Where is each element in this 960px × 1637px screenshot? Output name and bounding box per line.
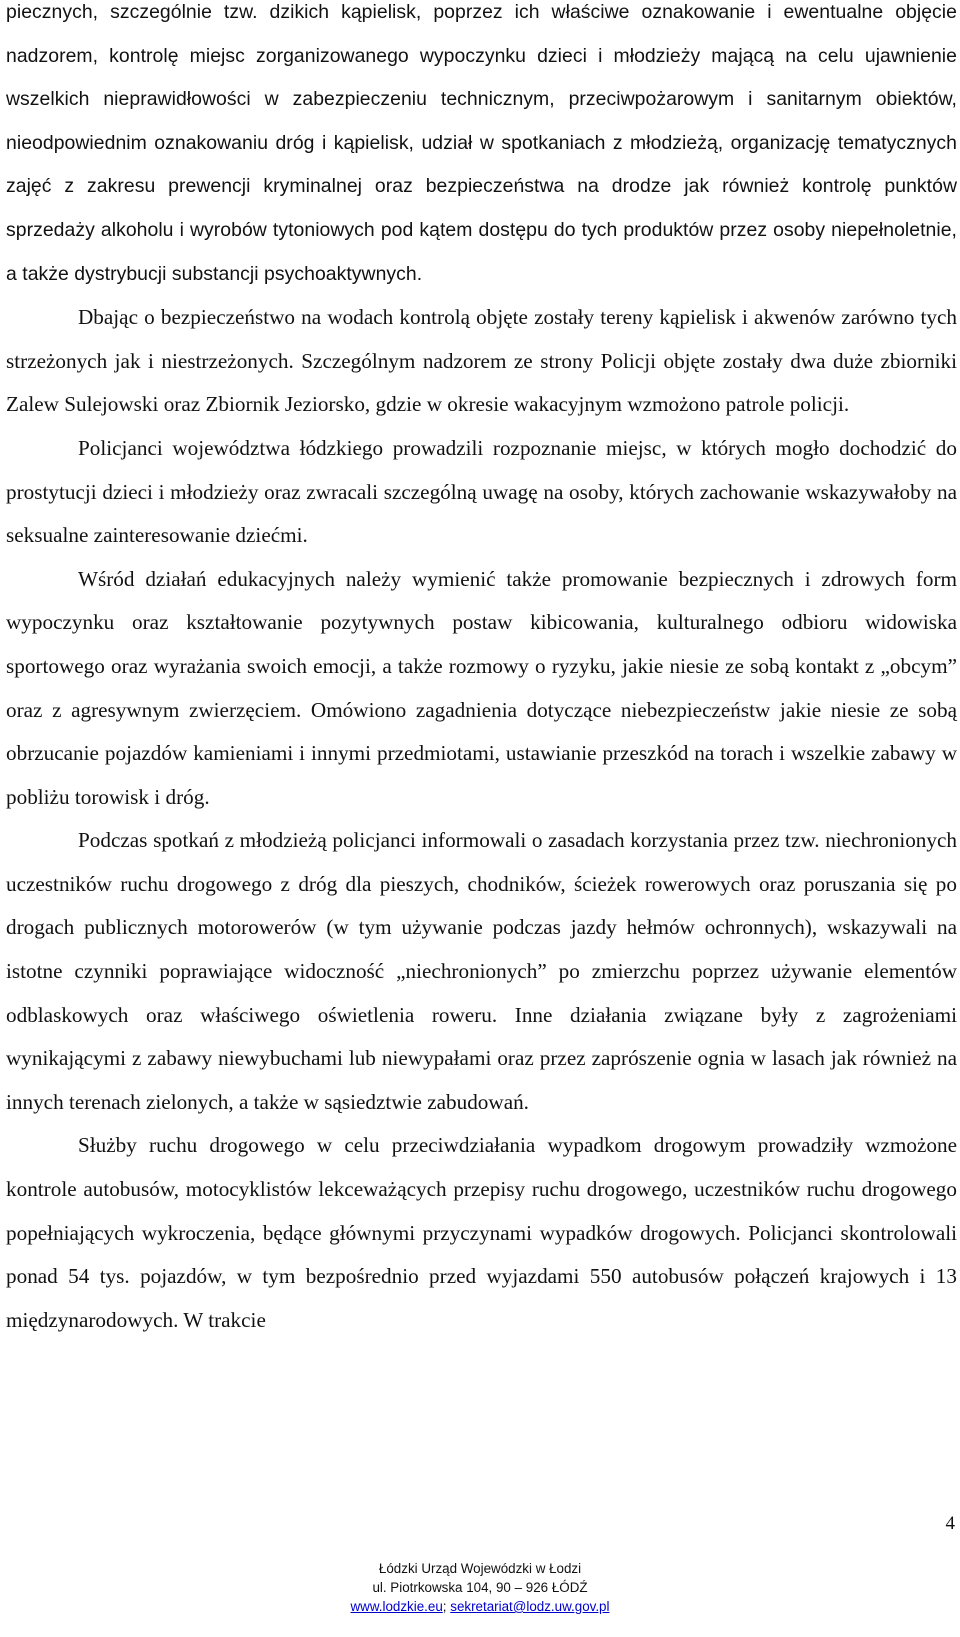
footer-email-link[interactable]: sekretariat@lodz.uw.gov.pl <box>450 1599 610 1614</box>
paragraph-2: Dbając o bezpieczeństwo na wodach kontrolą objęte zostały tereny kąpielisk i akwenów zarówno tych strzeżonych jak i niestrzeżonych. Szczególnym nadzorem ze strony Policji objęte zostały dwa duże zbiorniki Zalew Sulejowski oraz Zbiornik Jeziorsko, gdzie w okresie wakacyjnym wzmożono patrole policji. <box>6 305 957 417</box>
paragraph-1: piecznych, szczególnie tzw. dzikich kąpielisk, poprzez ich właściwe oznakowanie i ewentualne objęcie nadzorem, kontrolę miejsc zorganizowanego wypoczynku dzieci i młodzieży mającą na celu ujawnienie wszelkich nieprawidłowości w zabezpieczeniu technicznym, przeciwpożarowym i sanitarnym obiektów, nieodpowiednim oznakowaniu dróg i kąpielisk, udział w spotkaniach z młodzieżą, organizację tematycznych zajęć z zakresu prewencji kryminalnej oraz bezpieczeństwa na drodze jak również kontrolę punktów sprzedaży alkoholu i wyrobów tytoniowych pod kątem dostępu do tych produktów przez osoby niepełnoletnie, a także dystrybucji substancji psychoaktywnych. <box>6 1 957 285</box>
paragraph-4: Wśród działań edukacyjnych należy wymienić także promowanie bezpiecznych i zdrowych form wypoczynku oraz kształtowanie pozytywnych postaw kibicowania, kulturalnego odbioru widowiska sportowego oraz wyrażania swoich emocji, a także rozmowy o ryzyku, jakie niesie ze sobą kontakt z „obcym” oraz z agresywnym zwierzęciem. Omówiono zagadnienia dotyczące niebezpieczeństw jakie niesie ze sobą obrzucanie pojazdów kamieniami i innymi przedmiotami, ustawianie przeszkód na torach i wszelkie zabawy w pobliżu torowisk i dróg. <box>6 566 957 809</box>
page-number: 4 <box>945 1513 955 1534</box>
page-footer <box>0 1559 960 1616</box>
footer-contact-line <box>0 1597 960 1616</box>
paragraph-3: Policjanci województwa łódzkiego prowadzili rozpoznanie miejsc, w których mogło dochodzić do prostytucji dzieci i młodzieży oraz zwracali szczególną uwagę na osoby, których zachowanie wskazywałoby na seksualne zainteresowanie dziećmi. <box>6 435 957 548</box>
footer-address: ul. Piotrkowska 104, 90 – 926 ŁÓDŹ <box>372 1580 588 1595</box>
footer-separator: ; <box>442 1599 451 1614</box>
footer-website-link[interactable]: www.lodzkie.eu <box>350 1599 443 1614</box>
paragraph-6: Służby ruchu drogowego w celu przeciwdziałania wypadkom drogowym prowadziły wzmożone kontrole autobusów, motocyklistów lekceważących przepisy ruchu drogowego, uczestników ruchu drogowego popełniających wykroczenia, będące głównymi przyczynami wypadków drogowych. Policjanci skontrolowali ponad 54 tys. pojazdów, w tym bezpośrednio przed wyjazdami 550 autobusów połączeń krajowych i 13 międzynarodowych. W trakcie <box>6 1133 957 1332</box>
footer-office-name: Łódzki Urząd Wojewódzki w Łodzi <box>378 1561 582 1576</box>
paragraph-5: Podczas spotkań z młodzieżą policjanci informowali o zasadach korzystania przez tzw. niechronionych uczestników ruchu drogowego z dróg dla pieszych, chodników, ścieżek rowerowych oraz poruszania się po drogach publicznych motorowerów (w tym używanie podczas jazdy hełmów ochronnych), wskazywali na istotne czynniki poprawiające widoczność „niechronionych” po zmierzchu poprzez używanie elementów odblaskowych oraz właściwego oświetlenia roweru. Inne działania związane były z zagrożeniami wynikającymi z zabawy niewybuchami lub niewypałami oraz przez zaprószenie ognia w lasach jak również na innych terenach zielonych, a także w sąsiedztwie zabudowań. <box>6 828 957 1114</box>
body-text <box>6 0 957 1342</box>
